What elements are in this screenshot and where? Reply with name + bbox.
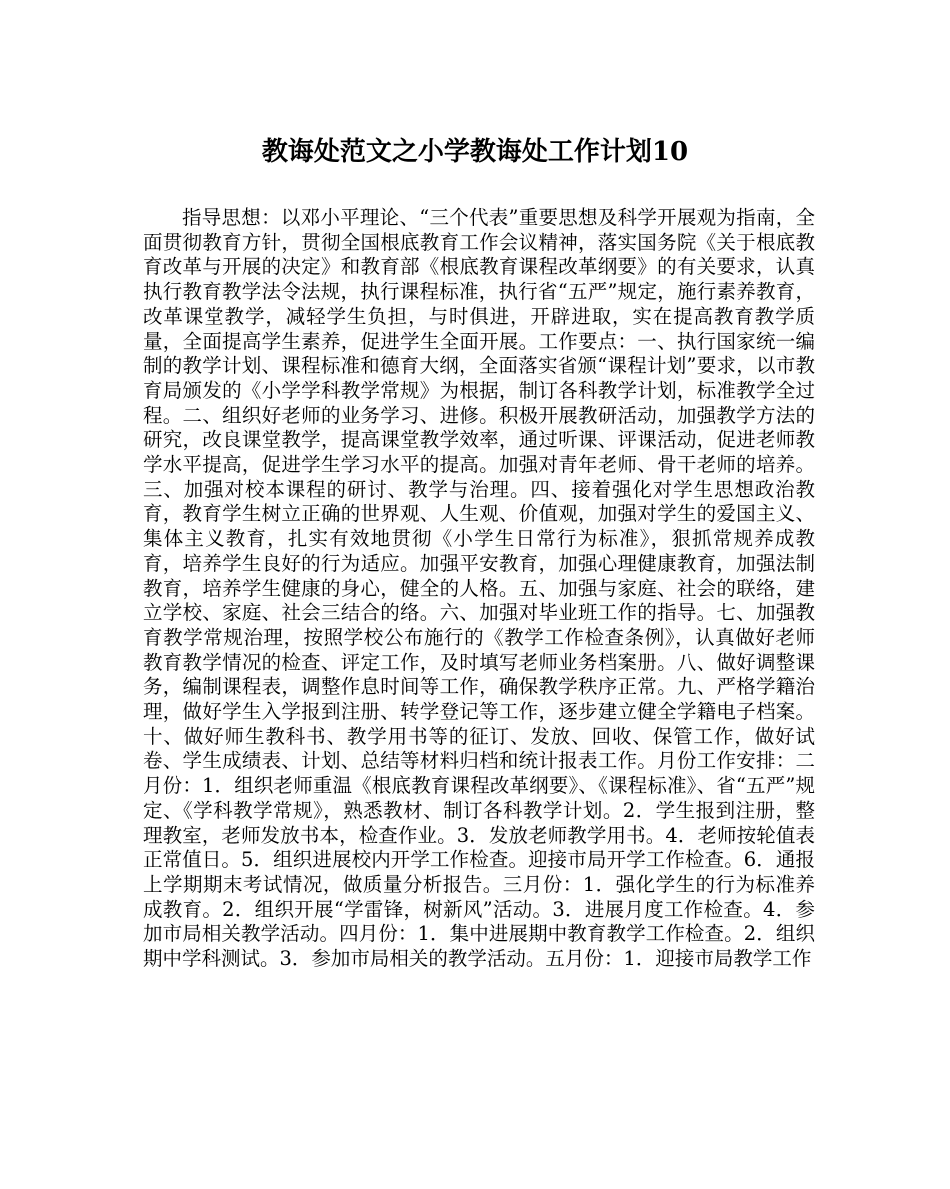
document-body-paragraph: 指导思想：以邓小平理论、“三个代表”重要思想及科学开展观为指南，全面贯彻教育方针，贯彻全国根底教育工作会议精神，落实国务院《关于根底教育改革与开展的决定》和教育部《根底教育课程改革纲要》的有关要求，认真执行教育教学法令法规，执行课程标准，执行省“五严”规定，施行素养教育，改革课堂教学，减轻学生负担，与时俱进，开辟进取，实在提高教育教学质量，全面提高学生素养，促进学生全面开展。工作要点：一、执行国家统一编制的教学计划、课程标准和德育大纲，全面落实省颁“课程计划”要求，以市教育局颁发的《小学学科教学常规》为根据，制订各科教学计划，标准教学全过程。二、组织好老师的业务学习、进修。积极开展教研活动，加强教学方法的研究，改良课堂教学，提高课堂教学效率，通过听课、评课活动，促进老师教学水平提高，促进学生学习水平的提高。加强对青年老师、骨干老师的培养。三、加强对校本课程的研讨、教学与治理。四、接着强化对学生思想政治教育，教育学生树立正确的世界观、人生观、价值观，加强对学生的爱国主义、集体主义教育，扎实有效地贯彻《小学生日常行为标准》，狠抓常规养成教育，培养学生良好的行为适应。加强平安教育，加强心理健康教育，加强法制教育，培养学生健康的身心，健全的人格。五、加强与家庭、社会的联络，建立学校、家庭、社会三结合的络。六、加强对毕业班工作的指导。七、加强教育教学常规治理，按照学校公布施行的《教学工作检查条例》，认真做好老师教育教学情况的检查、评定工作，及时填写老师业务档案册。八、做好调整课务，编制课程表，调整作息时间等工作，确保教学秩序正常。九、严格学籍治理，做好学生入学报到注册、转学登记等工作，逐步建立健全学籍电子档案。十、做好师生教科书、教学用书等的征订、发放、回收、保管工作，做好试卷、学生成绩表、计划、总结等材料归档和统计报表工作。月份工作安排：二月份：1．组织老师重温《根底教育课程改革纲要》、《课程标准》、省“五严”规定、《学科教学常规》，熟悉教材、制订各科教学计划。2．学生报到注册，整理教室，老师发放书本，检查作业。3．发放老师教学用书。4．老师按轮值表正常值日。5．组织进展校内开学工作检查。迎接市局开学工作检查。6．通报上学期期末考试情况，做质量分析报告。三月份：1．强化学生的行为标准养成教育。2．组织开展“学雷锋，树新风”活动。3．进展月度工作检查。4．参加市局相关教学活动。四月份：1．集中进展期中教育教学工作检查。2．组织期中学科测试。3．参加市局相关的教学活动。五月份：1．迎接市局教学工作 xyxy=(143,206,815,971)
document-title: 教诲处范文之小学教诲处工作计划10 xyxy=(261,137,689,167)
